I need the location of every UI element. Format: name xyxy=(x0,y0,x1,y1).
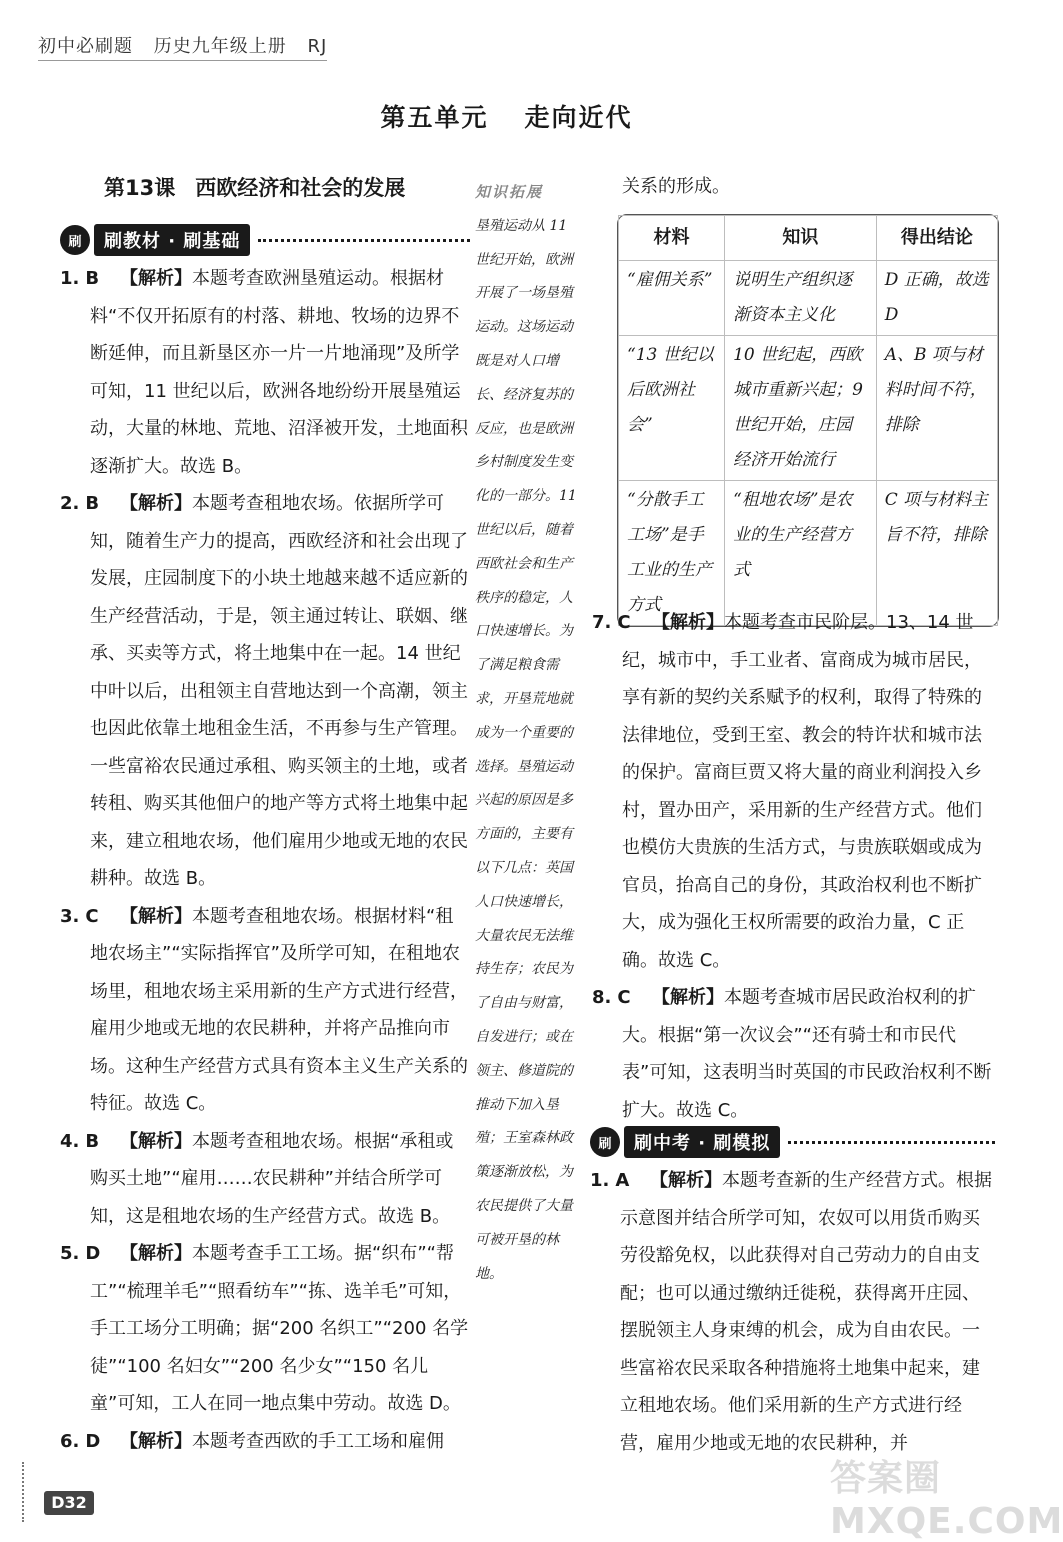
item-tag: 【解析】 xyxy=(650,1170,722,1191)
item-number: 2. xyxy=(60,493,80,514)
item-answer: B xyxy=(85,1130,100,1152)
answer-item xyxy=(592,979,997,1129)
table-cell: A、B 项与材料时间不符，排除 xyxy=(876,336,997,481)
right-items xyxy=(592,604,997,1129)
table-row xyxy=(619,261,998,336)
item-answer: D xyxy=(85,1243,101,1264)
item-answer: B xyxy=(85,268,100,289)
item-tag: 【解析】 xyxy=(120,1130,192,1152)
table-cell: C 项与材料主旨不符，排除 xyxy=(876,481,997,626)
table-header: 知识 xyxy=(725,216,877,261)
item-number: 7. xyxy=(592,612,612,633)
book-subject: 历史九年级上册 xyxy=(153,36,287,57)
item-text: 本题考查租地农场。依据所学可知，随着生产力的提高，西欧经济和社会出现了发展，庄园制度下的小块土地越来越不适应新的生产经营活动，于是，领主通过转让、联姻、继承、买卖等方式，将土地集中在一起。14 世纪中叶以后，出租领主自营地达到一个高潮，领主也因此依靠土地租金生活，不再参与生产管理。一些富裕农民通过承租、购买领主的土地，或者转租、购买其他佃户的地产等方式将土地集中起来，建立租地农场，他们雇用少地或无地的农民耕种。故选 B。 xyxy=(90,493,468,889)
item-answer: C xyxy=(617,987,631,1008)
page-margin-mark xyxy=(22,1462,26,1522)
item-tag: 【解析】 xyxy=(120,1430,192,1452)
book-edition: RJ xyxy=(307,36,328,57)
item-text: 本题考查欧洲垦殖运动。根据材料“不仅开拓原有的村落、耕地、牧场的边界不断延伸，而且新垦区亦一片一片地涌现”及所学可知，11 世纪以后，欧洲各地纷纷开展垦殖运动，大量的林地、荒地、沼泽被开发，土地面积逐渐扩大。故选 B。 xyxy=(90,268,468,477)
table-header: 得出结论 xyxy=(876,216,997,261)
lesson-name: 西欧经济和社会的发展 xyxy=(195,176,406,200)
item-number: 1. xyxy=(590,1170,610,1191)
table-row xyxy=(619,336,998,481)
item-number: 4. xyxy=(60,1130,80,1152)
answer-item xyxy=(592,604,997,979)
table-cell: “租地农场”是农业的生产经营方式 xyxy=(725,481,877,626)
answer-item xyxy=(60,898,470,1123)
item-answer: B xyxy=(85,493,100,514)
section-exam-icon: 刷 xyxy=(590,1127,620,1157)
analysis-table xyxy=(617,214,999,627)
item-text: 本题考查西欧的手工工场和雇佣 xyxy=(192,1430,444,1452)
section-divider xyxy=(258,239,470,242)
item-answer: C xyxy=(617,612,631,633)
book-header xyxy=(38,32,327,61)
unit-number: 第五单元 xyxy=(380,103,489,132)
item-number: 5. xyxy=(60,1243,80,1264)
answer-item xyxy=(60,1235,470,1423)
book-name: 初中必刷题 xyxy=(38,36,133,57)
item-text: 本题考查租地农场。根据材料“租地农场主”“实际指挥官”及所学可知，在租地农场里，租地农场主采用新的生产方式进行经营，雇用少地或无地的农民耕种，并将产品推向市场。这种生产经营方式具有资本主义生产关系的特征。故选 C。 xyxy=(90,905,468,1114)
lesson-title xyxy=(104,172,405,202)
item-number: 6. xyxy=(60,1430,80,1452)
item-tag: 【解析】 xyxy=(120,905,192,927)
table-cell: “雇佣关系” xyxy=(619,261,725,336)
item-tag: 【解析】 xyxy=(120,493,192,514)
item-answer: A xyxy=(615,1170,630,1191)
item-answer: C xyxy=(85,905,99,927)
section-basic xyxy=(60,224,470,256)
section-divider xyxy=(788,1141,995,1144)
unit-title xyxy=(0,98,1013,134)
lesson-number: 第13课 xyxy=(104,176,176,200)
item-number: 1. xyxy=(60,268,80,289)
table-cell: D 正确，故选 D xyxy=(876,261,997,336)
answer-item xyxy=(590,1162,995,1462)
answer-item xyxy=(60,260,470,485)
item-text: 本题考查市民阶层。13、14 世纪，城市中，手工业者、富商成为城市居民，享有新的契约关系赋予的权利，取得了特殊的法律地位，受到王室、教会的特许状和城市法的保护。富商巨贾又将大量的商业利润投入乡村，置办田产，采用新的生产经营方式。他们也模仿大贵族的生活方式，与贵族联姻或成为官员，抬高自己的身份，其政治权利也不断扩大，成为强化王权所需要的政治力量，C 正确。故选 C。 xyxy=(622,612,982,971)
page-number: D32 xyxy=(44,1491,94,1515)
item-text: 本题考查城市居民政治权利的扩大。根据“第一次议会”“还有骑士和市民代表”可知，这表明当时英国的市民政治权利不断扩大。故选 C。 xyxy=(622,987,992,1121)
section-exam xyxy=(590,1126,995,1158)
unit-name: 走向近代 xyxy=(524,103,633,132)
table-header-row xyxy=(619,216,998,261)
sidebar-text: 垦殖运动从 11 世纪开始，欧洲开展了一场垦殖运动。这场运动既是对人口增长、经济复苏的反应，也是欧洲乡村制度发生变化的一部分。11 世纪以后，随着西欧社会和生产秩序的稳定，人口快速增长。为了满足粮食需求，开垦荒地就成为一个重要的选择。垦殖运动兴起的原因是多方面的，主要有以下几点：英国人口快速增长，大量农民无法维持生存；农民为了自由与财富，自发进行；或在领主、修道院的推动下加入垦殖；王室森林政策逐渐放松，为农民提供了大量可被开垦的林地。 xyxy=(475,217,577,1282)
item-text: 本题考查手工工场。据“织布”“帮工”“梳理羊毛”“照看纺车”“拣、选羊毛”可知，手工工场分工明确；据“200 名织工”“200 名学徒”“100 名妇女”“200 名少女”“150 名儿童”可知，工人在同一地点集中劳动。故选 D。 xyxy=(90,1243,469,1414)
answer-item xyxy=(60,485,470,898)
answer-item xyxy=(60,1123,470,1236)
item-text: 本题考查租地农场。根据“承租或购买土地”“雇用……农民耕种”并结合所学可知，这是租地农场的生产经营方式。故选 B。 xyxy=(90,1130,454,1227)
item-number: 3. xyxy=(60,905,80,927)
watermark: 答案圈 MXQE.COM xyxy=(830,1458,1063,1542)
left-items xyxy=(60,260,470,1460)
item-text: 本题考查新的生产经营方式。根据示意图并结合所学可知，农奴可以用货币购买劳役豁免权，以此获得对自己劳动力的自由支配；也可以通过缴纳迁徙税，获得离开庄园、摆脱领主人身束缚的机会，成为自由农民。一些富裕农民采取各种措施将土地集中起来，建立租地农场。他们采用新的生产方式进行经营，雇用少地或无地的农民耕种，并 xyxy=(620,1170,992,1454)
table-cell: 说明生产组织逐渐资本主义化 xyxy=(725,261,877,336)
item-tag: 【解析】 xyxy=(652,987,724,1008)
answer-item xyxy=(60,1423,470,1461)
knowledge-sidebar xyxy=(475,176,583,1291)
sidebar-title: 知识拓展 xyxy=(475,183,544,201)
item-number: 8. xyxy=(592,987,612,1008)
section-basic-label: 刷教材 · 刷基础 xyxy=(94,224,250,256)
exam-items xyxy=(590,1162,995,1462)
item-tag: 【解析】 xyxy=(652,612,724,633)
table-cell: “13 世纪以后欧洲社会” xyxy=(619,336,725,481)
table-cell: 10 世纪起，西欧城市重新兴起；9 世纪开始，庄园经济开始流行 xyxy=(725,336,877,481)
item-tag: 【解析】 xyxy=(120,1243,192,1264)
section-basic-icon: 刷 xyxy=(60,225,90,255)
table-cell: “分散手工工场”是手工业的生产方式 xyxy=(619,481,725,626)
item-tag: 【解析】 xyxy=(120,268,192,289)
item-answer: D xyxy=(85,1430,101,1452)
table-header: 材料 xyxy=(619,216,725,261)
left-column xyxy=(60,224,470,1460)
right-continuation: 关系的形成。 xyxy=(622,176,730,197)
section-exam-label: 刷中考 · 刷模拟 xyxy=(624,1126,780,1158)
right-exam-section xyxy=(590,1126,995,1462)
